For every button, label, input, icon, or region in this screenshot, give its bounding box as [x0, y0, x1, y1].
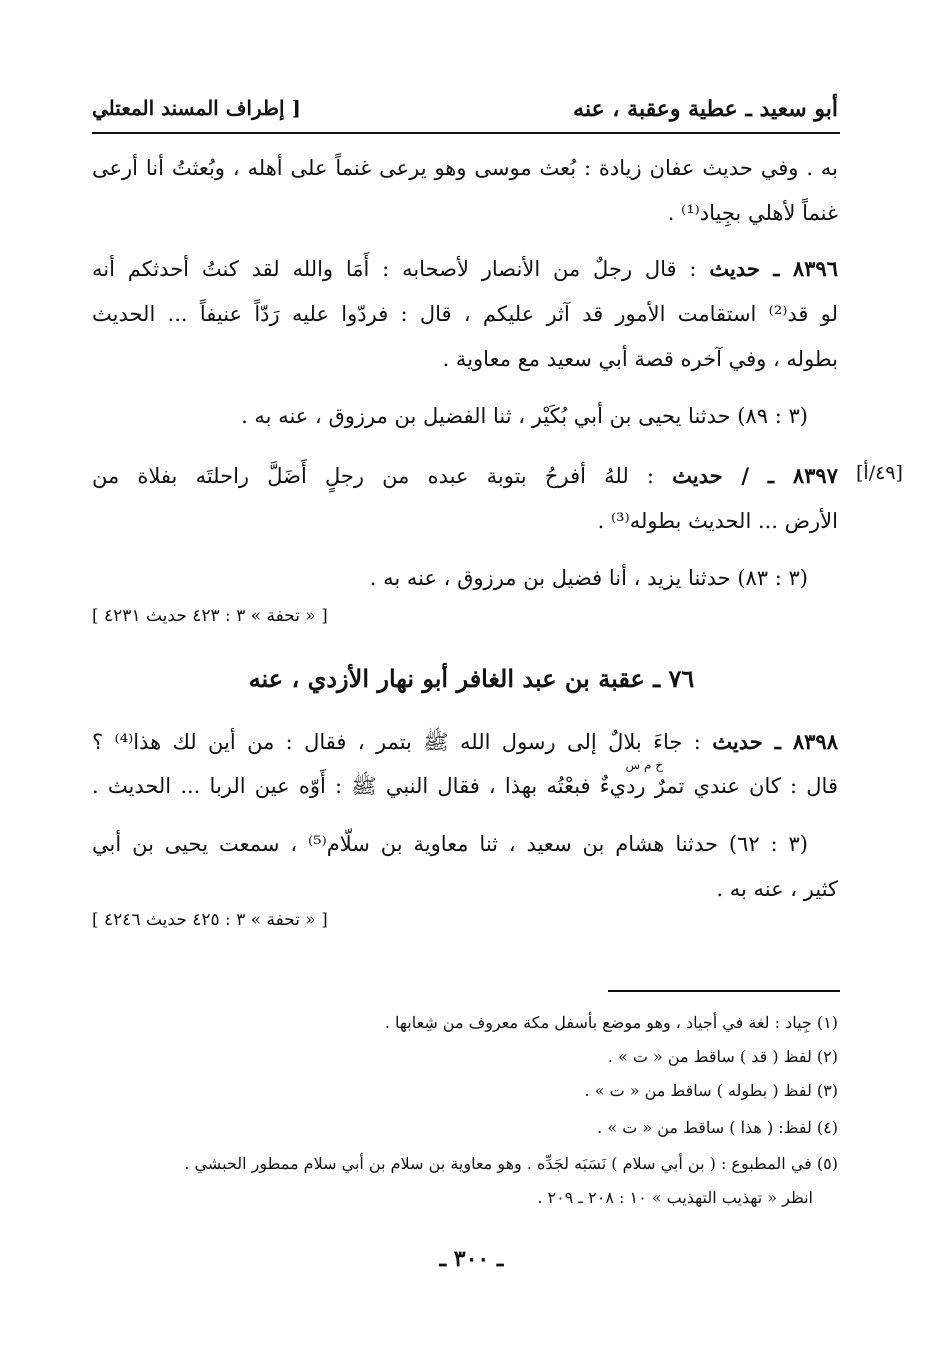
- footnote-5-continued: انظر « تهذيب التهذيب » ١٠ : ٢٠٨ ـ ٢٠٩ .: [537, 1188, 813, 1207]
- hadith-8397-line-1: [92, 460, 838, 492]
- hadith-number-8397: ٨٣٩٧ ـ / حديث: [672, 463, 838, 488]
- hadith-8397-isnad: (٣ : ٨٣) حدثنا يزيد ، أنا فضيل بن مرزوق ، عنه به .: [369, 566, 808, 590]
- page-number: ـ ٣٠٠ ـ: [439, 1246, 504, 1272]
- footnote-1: (١) جِياد : لغة في أجياد ، وهو موضع بأسفل مكة معروف من شِعابها .: [384, 1013, 838, 1032]
- running-header-left: [ إطراف المسند المعتلي: [92, 96, 301, 120]
- footnote-2: (٢) لفظ ( قد ) ساقط من « ت » .: [607, 1047, 838, 1066]
- section-heading: ٧٦ ـ عقبة بن عبد الغافر أبو نهار الأزدي ، عنه: [248, 664, 695, 693]
- hadith-8397-text-1: : للهُ أفرحُ بتوبة عبده من رجلٍ أَضَلَّ راحلتَه بفلاة من: [92, 464, 654, 488]
- hadith-8397-line-2: الأرض ... الحديث بطوله⁽³⁾ .: [597, 509, 838, 533]
- hadith-8398-tuhfa-ref: [ « تحفة » ٣ : ٤٢٥ حديث ٤٢٤٦ ]: [92, 910, 328, 930]
- hadith-8398-line-2: قال : كان عندي تمرٌ رديءٌ فبعْتُه بهذا ، فقال النبي ﷺ : أَوّه عين الربا ... الحديث .: [92, 774, 838, 798]
- hadith-number-8396: ٨٣٩٦ ـ حديث: [709, 256, 838, 281]
- hadith-8398-isnad-1: (٣ : ٦٢) حدثنا هشام بن سعيد ، ثنا معاوية بن سلّام⁽⁵⁾ ، سمعت يحيى بن أبي: [92, 832, 808, 856]
- hadith-8396-isnad: (٣ : ٨٩) حدثنا يحيى بن أبي بُكَيْر ، ثنا الفضيل بن مرزوق ، عنه به .: [241, 404, 808, 428]
- header-rule: [92, 132, 840, 134]
- hadith-8396-line-1: [92, 253, 838, 285]
- manuscript-folio-marker: [٤٩/أ]: [856, 462, 903, 484]
- footnote-4: (٤) لفظ: ( هذا ) ساقط من « ت » .: [597, 1118, 838, 1137]
- body-line-2: غنماً لأهلي بجِياد⁽¹⁾ .: [667, 201, 838, 225]
- hadith-8398-line-1: [92, 726, 838, 758]
- hadith-8397-tuhfa-ref: [ « تحفة » ٣ : ٤٢٣ حديث ٤٢٣١ ]: [92, 606, 328, 626]
- hadith-8398-sigla: خ م س: [625, 758, 663, 772]
- hadith-8396-line-2: لو قد⁽²⁾ استقامت الأمور قد آثر عليكم ، قال : فردّوا عليه رَدّاً عنيفاً ... الحديث: [92, 302, 838, 326]
- hadith-8398-isnad-2: كثير ، عنه به .: [716, 877, 838, 901]
- footnote-3: (٣) لفظ ( بطوله ) ساقط من « ت » .: [584, 1081, 838, 1100]
- footnote-separator: [608, 990, 840, 992]
- hadith-8398-text-1: : جاءَ بلالٌ إلى رسول الله ﷺ بتمر ، فقال : من أين لك هذا⁽⁴⁾ ؟: [92, 730, 701, 754]
- hadith-8396-text-1: : قال رجلٌ من الأنصار لأصحابه : أَمَا والله لقد كنتُ أحدثكم أنه: [92, 257, 697, 281]
- body-line-1: به . وفي حديث عفان زيادة : بُعث موسى وهو يرعى غنماً على أهله ، وبُعثتُ أنا أرعى: [92, 156, 838, 180]
- footnote-5: (٥) في المطبوع : ( بن أبي سلام ) نَسَبَه لجَدِّه . وهو معاوية بن سلام بن أبي سلام ممطور الحبشي .: [184, 1154, 838, 1173]
- running-header-right: أبو سعيد ـ عطية وعقبة ، عنه: [573, 96, 838, 122]
- hadith-number-8398: ٨٣٩٨ ـ حديث: [712, 729, 838, 754]
- hadith-8396-line-3: بطوله ، وفي آخره قصة أبي سعيد مع معاوية .: [442, 347, 838, 371]
